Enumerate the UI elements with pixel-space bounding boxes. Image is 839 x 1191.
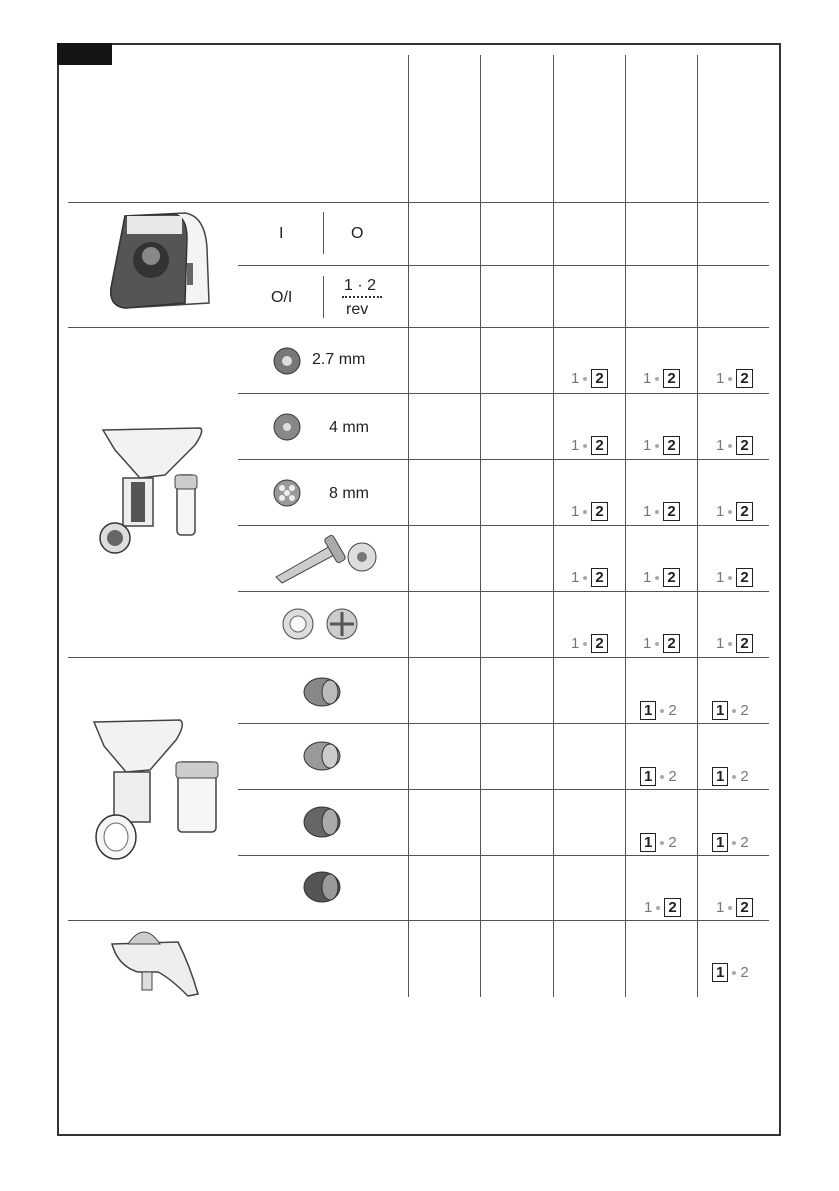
coarse-disc-icon	[272, 478, 302, 508]
citrus-press-illustration-icon	[108, 926, 203, 998]
grating-drum-coarse-icon	[300, 803, 344, 841]
speed-indicator: 1 2	[640, 701, 677, 720]
speed-label-bottom: rev	[346, 301, 369, 318]
speed-indicator: 1 2	[716, 634, 753, 653]
switch-onoff-label: O/I	[271, 289, 293, 306]
row-divider	[68, 920, 769, 921]
sausage-nozzle-icon	[270, 531, 380, 585]
speed-indicator: 1 2	[712, 767, 749, 786]
disc-fine-label: 2.7 mm	[312, 351, 366, 368]
speed-indicator: 1 2	[716, 568, 753, 587]
speed-indicator: 1 2	[712, 963, 749, 982]
speed-indicator: 1 2	[643, 502, 680, 521]
speed-indicator: 1 2	[712, 833, 749, 852]
row-divider	[238, 393, 769, 394]
row-divider	[238, 855, 769, 856]
row-divider	[238, 459, 769, 460]
speed-indicator: 1 2	[716, 898, 753, 917]
speed-indicator: 1 2	[571, 436, 608, 455]
row-divider	[238, 265, 769, 266]
speed-indicator: 1 2	[643, 436, 680, 455]
speed-indicator: 1 2	[640, 833, 677, 852]
motor-base-illustration-icon	[105, 208, 215, 313]
speed-indicator: 1 2	[571, 369, 608, 388]
medium-disc-icon	[272, 412, 302, 442]
speed-label-top: 1 · 2	[344, 277, 377, 294]
meat-mincer-illustration-icon	[95, 420, 215, 555]
speed-indicator: 1 2	[716, 369, 753, 388]
row-divider	[68, 202, 769, 203]
switch-on-label: I	[279, 225, 284, 242]
speed-indicator: 1 2	[716, 436, 753, 455]
speed-indicator: 1 2	[643, 568, 680, 587]
switch-separator	[323, 276, 324, 318]
speed-indicator: 1 2	[571, 634, 608, 653]
speed-indicator: 1 2	[571, 502, 608, 521]
shredder-attachment-illustration-icon	[88, 712, 223, 862]
speed-indicator: 1 2	[716, 502, 753, 521]
switch-off-label: O	[351, 225, 364, 242]
kebbe-attachment-icon	[280, 604, 360, 644]
switch-separator	[323, 212, 324, 254]
row-divider	[68, 657, 769, 658]
speed-dotted-rule	[342, 296, 382, 298]
row-divider	[238, 789, 769, 790]
fine-disc-icon	[272, 346, 302, 376]
disc-coarse-label: 8 mm	[329, 485, 369, 502]
speed-indicator: 1 2	[640, 767, 677, 786]
grating-drum-fine-icon	[300, 738, 344, 774]
row-divider	[238, 525, 769, 526]
speed-indicator: 1 2	[643, 369, 680, 388]
disc-medium-label: 4 mm	[329, 419, 369, 436]
section-tab	[57, 43, 112, 65]
grating-drum-extra-coarse-icon	[300, 868, 344, 906]
row-divider	[238, 723, 769, 724]
row-divider	[68, 327, 769, 328]
speed-indicator: 1 2	[643, 634, 680, 653]
speed-indicator: 1 2	[571, 568, 608, 587]
row-divider	[238, 591, 769, 592]
speed-indicator: 1 2	[712, 701, 749, 720]
speed-indicator: 1 2	[644, 898, 681, 917]
slicing-drum-icon	[300, 674, 344, 710]
